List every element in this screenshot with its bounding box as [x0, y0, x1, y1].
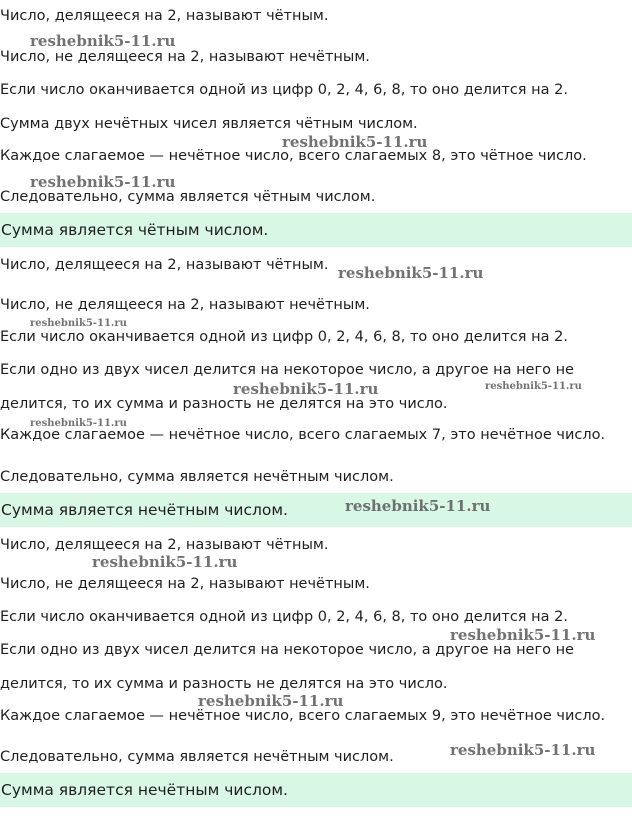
block3-rule-odd: Число, не делящееся на 2, называют нечётным. — [0, 576, 370, 592]
watermark: reshebnik5-11.ru — [30, 32, 176, 50]
block1-rule-odd: Число, не делящееся на 2, называют нечётным. — [0, 49, 370, 65]
block2-rule-divisibility-1: Если одно из двух чисел делится на некоторое число, а другое на него не — [0, 362, 574, 378]
block3-conclusion: Следовательно, сумма является нечётным числом. — [0, 749, 394, 765]
block2-rule-even: Число, делящееся на 2, называют чётным. — [0, 257, 329, 273]
watermark: reshebnik5-11.ru — [450, 741, 596, 759]
watermark: reshebnik5-11.ru — [30, 173, 176, 191]
watermark: reshebnik5-11.ru — [450, 626, 596, 644]
block1-rule-digits: Если число оканчивается одной из цифр 0, 2, 4, 6, 8, то оно делится на 2. — [0, 82, 568, 98]
block3-rule-even: Число, делящееся на 2, называют чётным. — [0, 537, 329, 553]
block2-answer-text: Сумма является нечётным числом. — [1, 501, 288, 519]
block1-answer-box — [0, 213, 632, 247]
block1-conclusion: Следовательно, сумма является чётным числом. — [0, 189, 376, 205]
block3-answer-text: Сумма является нечётным числом. — [1, 781, 288, 799]
block3-rule-divisibility-2: делится, то их сумма и разность не делятся на это число. — [0, 676, 448, 692]
block2-rule-odd: Число, не делящееся на 2, называют нечётным. — [0, 297, 370, 313]
block3-rule-divisibility-1: Если одно из двух чисел делится на некоторое число, а другое на него не — [0, 642, 574, 658]
watermark: reshebnik5-11.ru — [345, 497, 491, 515]
watermark: reshebnik5-11.ru — [485, 381, 582, 392]
watermark: reshebnik5-11.ru — [233, 380, 379, 398]
block1-terms-line: Каждое слагаемое — нечётное число, всего слагаемых 8, это чётное число. — [0, 148, 587, 164]
block2-rule-divisibility-2: делится, то их сумма и разность не делятся на это число. — [0, 396, 448, 412]
block1-rule-even: Число, делящееся на 2, называют чётным. — [0, 8, 329, 24]
watermark: reshebnik5-11.ru — [30, 318, 127, 329]
block1-answer-text: Сумма является чётным числом. — [1, 221, 269, 239]
watermark: reshebnik5-11.ru — [92, 553, 238, 571]
watermark: reshebnik5-11.ru — [30, 418, 127, 429]
block3-terms-line: Каждое слагаемое — нечётное число, всего слагаемых 9, это нечётное число. — [0, 708, 606, 724]
watermark: reshebnik5-11.ru — [282, 133, 428, 151]
block2-rule-digits: Если число оканчивается одной из цифр 0, 2, 4, 6, 8, то оно делится на 2. — [0, 329, 568, 345]
block2-conclusion: Следовательно, сумма является нечётным числом. — [0, 469, 394, 485]
watermark: reshebnik5-11.ru — [198, 692, 344, 710]
block2-terms-line: Каждое слагаемое — нечётное число, всего слагаемых 7, это нечётное число. — [0, 427, 606, 443]
block3-answer-box — [0, 773, 632, 807]
block3-rule-digits: Если число оканчивается одной из цифр 0, 2, 4, 6, 8, то оно делится на 2. — [0, 609, 568, 625]
block2-answer-box — [0, 493, 632, 527]
watermark: reshebnik5-11.ru — [338, 264, 484, 282]
block1-rule-sum: Сумма двух нечётных чисел является чётным числом. — [0, 116, 418, 132]
